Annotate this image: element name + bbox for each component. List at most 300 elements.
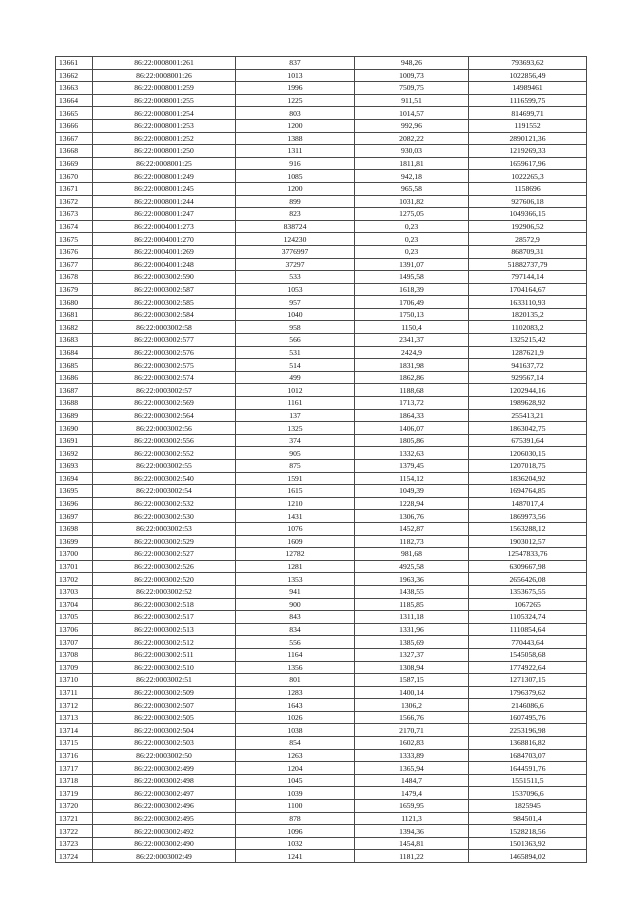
cadastral-value-cell: 675391,64 [469, 434, 587, 447]
cadastral-value-cell: 1607495,76 [469, 711, 587, 724]
document-sheet [55, 56, 586, 863]
row-number-cell: 13697 [56, 510, 93, 523]
cadastral-value-cell: 770443,64 [469, 636, 587, 649]
cadastral-value-cell: 1110854,64 [469, 623, 587, 636]
cadastral-number-cell: 86:22:0004001:273 [93, 220, 236, 233]
table-row [56, 485, 587, 498]
cadastral-number-cell: 86:22:0008001:25 [93, 157, 236, 170]
specific-value-cell: 1406,07 [355, 422, 469, 435]
area-cell: 1643 [236, 699, 355, 712]
specific-value-cell: 1182,73 [355, 535, 469, 548]
cadastral-number-cell: 86:22:0003002:58 [93, 321, 236, 334]
specific-value-cell: 1479,4 [355, 787, 469, 800]
area-cell: 941 [236, 585, 355, 598]
specific-value-cell: 1154,12 [355, 472, 469, 485]
row-number-cell: 13666 [56, 119, 93, 132]
area-cell: 905 [236, 447, 355, 460]
specific-value-cell: 2082,22 [355, 132, 469, 145]
specific-value-cell: 2424,9 [355, 346, 469, 359]
specific-value-cell: 2170,71 [355, 724, 469, 737]
table-row [56, 800, 587, 813]
specific-value-cell: 1311,18 [355, 611, 469, 624]
table-row [56, 699, 587, 712]
area-cell: 137 [236, 409, 355, 422]
row-number-cell: 13695 [56, 485, 93, 498]
specific-value-cell: 1602,83 [355, 737, 469, 750]
cadastral-number-cell: 86:22:0003002:520 [93, 573, 236, 586]
cadastral-number-cell: 86:22:0003002:585 [93, 296, 236, 309]
row-number-cell: 13661 [56, 57, 93, 70]
specific-value-cell: 1150,4 [355, 321, 469, 334]
specific-value-cell: 1706,49 [355, 296, 469, 309]
table-row [56, 749, 587, 762]
area-cell: 1204 [236, 762, 355, 775]
area-cell: 1263 [236, 749, 355, 762]
specific-value-cell: 0,23 [355, 233, 469, 246]
specific-value-cell: 1228,94 [355, 497, 469, 510]
cadastral-value-cell: 1105324,74 [469, 611, 587, 624]
specific-value-cell: 1618,39 [355, 283, 469, 296]
row-number-cell: 13685 [56, 359, 93, 372]
specific-value-cell: 1332,63 [355, 447, 469, 460]
specific-value-cell: 1495,58 [355, 271, 469, 284]
row-number-cell: 13708 [56, 648, 93, 661]
table-row [56, 258, 587, 271]
table-row [56, 434, 587, 447]
specific-value-cell: 1566,76 [355, 711, 469, 724]
cadastral-value-cell: 797144,14 [469, 271, 587, 284]
row-number-cell: 13700 [56, 548, 93, 561]
cadastral-value-cell: 6309667,98 [469, 560, 587, 573]
specific-value-cell: 1121,3 [355, 812, 469, 825]
cadastral-value-table [55, 56, 587, 863]
cadastral-number-cell: 86:22:0004001:248 [93, 258, 236, 271]
row-number-cell: 13681 [56, 308, 93, 321]
table-row [56, 119, 587, 132]
cadastral-value-cell: 1820135,2 [469, 308, 587, 321]
cadastral-number-cell: 86:22:0004001:270 [93, 233, 236, 246]
cadastral-value-cell: 1353675,55 [469, 585, 587, 598]
specific-value-cell: 948,26 [355, 57, 469, 70]
specific-value-cell: 7509,75 [355, 82, 469, 95]
area-cell: 1210 [236, 497, 355, 510]
row-number-cell: 13709 [56, 661, 93, 674]
cadastral-number-cell: 86:22:0008001:247 [93, 208, 236, 221]
cadastral-value-cell: 1836204,92 [469, 472, 587, 485]
specific-value-cell: 911,51 [355, 94, 469, 107]
table-row [56, 787, 587, 800]
row-number-cell: 13717 [56, 762, 93, 775]
area-cell: 803 [236, 107, 355, 120]
cadastral-number-cell: 86:22:0003002:574 [93, 371, 236, 384]
row-number-cell: 13699 [56, 535, 93, 548]
row-number-cell: 13672 [56, 195, 93, 208]
cadastral-number-cell: 86:22:0003002:51 [93, 674, 236, 687]
row-number-cell: 13703 [56, 585, 93, 598]
specific-value-cell: 1713,72 [355, 397, 469, 410]
cadastral-value-cell: 1563288,12 [469, 522, 587, 535]
specific-value-cell: 1864,33 [355, 409, 469, 422]
cadastral-value-cell: 1049366,15 [469, 208, 587, 221]
cadastral-value-cell: 814699,71 [469, 107, 587, 120]
row-number-cell: 13711 [56, 686, 93, 699]
cadastral-value-cell: 1271307,15 [469, 674, 587, 687]
cadastral-value-cell: 941637,72 [469, 359, 587, 372]
row-number-cell: 13664 [56, 94, 93, 107]
table-row [56, 321, 587, 334]
area-cell: 374 [236, 434, 355, 447]
cadastral-number-cell: 86:22:0008001:253 [93, 119, 236, 132]
row-number-cell: 13667 [56, 132, 93, 145]
cadastral-number-cell: 86:22:0008001:252 [93, 132, 236, 145]
row-number-cell: 13718 [56, 774, 93, 787]
area-cell: 1356 [236, 661, 355, 674]
row-number-cell: 13707 [56, 636, 93, 649]
row-number-cell: 13682 [56, 321, 93, 334]
cadastral-number-cell: 86:22:0003002:492 [93, 825, 236, 838]
specific-value-cell: 942,18 [355, 170, 469, 183]
cadastral-value-cell: 793693,62 [469, 57, 587, 70]
table-row [56, 170, 587, 183]
specific-value-cell: 1862,86 [355, 371, 469, 384]
area-cell: 957 [236, 296, 355, 309]
cadastral-number-cell: 86:22:0008001:261 [93, 57, 236, 70]
cadastral-number-cell: 86:22:0003002:527 [93, 548, 236, 561]
area-cell: 1013 [236, 69, 355, 82]
cadastral-number-cell: 86:22:0008001:250 [93, 145, 236, 158]
specific-value-cell: 0,23 [355, 220, 469, 233]
cadastral-number-cell: 86:22:0008001:259 [93, 82, 236, 95]
area-cell: 801 [236, 674, 355, 687]
cadastral-number-cell: 86:22:0003002:517 [93, 611, 236, 624]
cadastral-number-cell: 86:22:0003002:590 [93, 271, 236, 284]
area-cell: 37297 [236, 258, 355, 271]
table-row [56, 359, 587, 372]
specific-value-cell: 1185,85 [355, 598, 469, 611]
cadastral-value-cell: 192906,52 [469, 220, 587, 233]
cadastral-number-cell: 86:22:0003002:50 [93, 749, 236, 762]
cadastral-number-cell: 86:22:0003002:530 [93, 510, 236, 523]
table-row [56, 460, 587, 473]
table-row [56, 598, 587, 611]
area-cell: 823 [236, 208, 355, 221]
table-row [56, 296, 587, 309]
area-cell: 875 [236, 460, 355, 473]
cadastral-number-cell: 86:22:0008001:254 [93, 107, 236, 120]
cadastral-number-cell: 86:22:0003002:509 [93, 686, 236, 699]
table-row [56, 132, 587, 145]
row-number-cell: 13716 [56, 749, 93, 762]
cadastral-number-cell: 86:22:0003002:569 [93, 397, 236, 410]
row-number-cell: 13669 [56, 157, 93, 170]
cadastral-number-cell: 86:22:0003002:49 [93, 850, 236, 863]
specific-value-cell: 1659,95 [355, 800, 469, 813]
area-cell: 1325 [236, 422, 355, 435]
specific-value-cell: 1049,39 [355, 485, 469, 498]
table-row [56, 737, 587, 750]
row-number-cell: 13665 [56, 107, 93, 120]
row-number-cell: 13692 [56, 447, 93, 460]
area-cell: 1615 [236, 485, 355, 498]
cadastral-value-cell: 1102083,2 [469, 321, 587, 334]
table-row [56, 157, 587, 170]
cadastral-number-cell: 86:22:0003002:577 [93, 334, 236, 347]
cadastral-value-cell: 1206030,15 [469, 447, 587, 460]
table-row [56, 522, 587, 535]
table-row [56, 384, 587, 397]
cadastral-number-cell: 86:22:0008001:249 [93, 170, 236, 183]
row-number-cell: 13663 [56, 82, 93, 95]
row-number-cell: 13670 [56, 170, 93, 183]
table-row [56, 812, 587, 825]
area-cell: 1026 [236, 711, 355, 724]
specific-value-cell: 1385,69 [355, 636, 469, 649]
cadastral-number-cell: 86:22:0003002:505 [93, 711, 236, 724]
row-number-cell: 13714 [56, 724, 93, 737]
specific-value-cell: 1306,76 [355, 510, 469, 523]
cadastral-value-cell: 1191552 [469, 119, 587, 132]
specific-value-cell: 1306,2 [355, 699, 469, 712]
specific-value-cell: 1327,37 [355, 648, 469, 661]
row-number-cell: 13705 [56, 611, 93, 624]
cadastral-value-cell: 868709,31 [469, 245, 587, 258]
row-number-cell: 13680 [56, 296, 93, 309]
table-row [56, 611, 587, 624]
table-row [56, 397, 587, 410]
row-number-cell: 13693 [56, 460, 93, 473]
table-row [56, 422, 587, 435]
area-cell: 1076 [236, 522, 355, 535]
row-number-cell: 13683 [56, 334, 93, 347]
row-number-cell: 13677 [56, 258, 93, 271]
table-row [56, 825, 587, 838]
table-row [56, 535, 587, 548]
cadastral-value-cell: 12547833,76 [469, 548, 587, 561]
area-cell: 878 [236, 812, 355, 825]
table-row [56, 245, 587, 258]
cadastral-value-cell: 2253196,98 [469, 724, 587, 737]
row-number-cell: 13684 [56, 346, 93, 359]
area-cell: 533 [236, 271, 355, 284]
specific-value-cell: 1333,89 [355, 749, 469, 762]
area-cell: 1040 [236, 308, 355, 321]
cadastral-number-cell: 86:22:0003002:507 [93, 699, 236, 712]
cadastral-number-cell: 86:22:0003002:526 [93, 560, 236, 573]
specific-value-cell: 1587,15 [355, 674, 469, 687]
specific-value-cell: 1750,13 [355, 308, 469, 321]
area-cell: 1283 [236, 686, 355, 699]
row-number-cell: 13723 [56, 837, 93, 850]
table-row [56, 648, 587, 661]
area-cell: 1085 [236, 170, 355, 183]
area-cell: 1200 [236, 182, 355, 195]
specific-value-cell: 1391,07 [355, 258, 469, 271]
row-number-cell: 13691 [56, 434, 93, 447]
table-row [56, 220, 587, 233]
cadastral-value-cell: 1869973,56 [469, 510, 587, 523]
specific-value-cell: 1805,86 [355, 434, 469, 447]
table-row [56, 308, 587, 321]
table-row [56, 107, 587, 120]
specific-value-cell: 1452,87 [355, 522, 469, 535]
table-row [56, 195, 587, 208]
table-row [56, 208, 587, 221]
area-cell: 3776997 [236, 245, 355, 258]
specific-value-cell: 1188,68 [355, 384, 469, 397]
table-body [56, 57, 587, 863]
specific-value-cell: 1438,55 [355, 585, 469, 598]
cadastral-value-cell: 1528218,56 [469, 825, 587, 838]
specific-value-cell: 1009,73 [355, 69, 469, 82]
specific-value-cell: 2341,37 [355, 334, 469, 347]
cadastral-number-cell: 86:22:0008001:244 [93, 195, 236, 208]
cadastral-value-cell: 2656426,08 [469, 573, 587, 586]
area-cell: 1225 [236, 94, 355, 107]
area-cell: 1609 [236, 535, 355, 548]
cadastral-value-cell: 1774922,64 [469, 661, 587, 674]
row-number-cell: 13704 [56, 598, 93, 611]
row-number-cell: 13702 [56, 573, 93, 586]
table-row [56, 271, 587, 284]
table-row [56, 762, 587, 775]
cadastral-value-cell: 1287621,9 [469, 346, 587, 359]
area-cell: 1039 [236, 787, 355, 800]
area-cell: 1591 [236, 472, 355, 485]
specific-value-cell: 1963,36 [355, 573, 469, 586]
table-row [56, 409, 587, 422]
cadastral-number-cell: 86:22:0003002:52 [93, 585, 236, 598]
area-cell: 1164 [236, 648, 355, 661]
table-row [56, 636, 587, 649]
cadastral-value-cell: 1684703,07 [469, 749, 587, 762]
cadastral-number-cell: 86:22:0008001:26 [93, 69, 236, 82]
cadastral-value-cell: 1551511,5 [469, 774, 587, 787]
cadastral-value-cell: 2890121,36 [469, 132, 587, 145]
area-cell: 1311 [236, 145, 355, 158]
cadastral-value-cell: 1487017,4 [469, 497, 587, 510]
table-row [56, 585, 587, 598]
table-row [56, 661, 587, 674]
specific-value-cell: 1365,94 [355, 762, 469, 775]
cadastral-value-cell: 1116599,75 [469, 94, 587, 107]
cadastral-number-cell: 86:22:0003002:556 [93, 434, 236, 447]
row-number-cell: 13720 [56, 800, 93, 813]
specific-value-cell: 1454,81 [355, 837, 469, 850]
cadastral-value-cell: 1796379,62 [469, 686, 587, 699]
specific-value-cell: 1181,22 [355, 850, 469, 863]
table-row [56, 850, 587, 863]
cadastral-number-cell: 86:22:0008001:255 [93, 94, 236, 107]
cadastral-value-cell: 1545058,68 [469, 648, 587, 661]
table-row [56, 94, 587, 107]
cadastral-number-cell: 86:22:0003002:503 [93, 737, 236, 750]
area-cell: 899 [236, 195, 355, 208]
cadastral-number-cell: 86:22:0003002:529 [93, 535, 236, 548]
cadastral-number-cell: 86:22:0003002:498 [93, 774, 236, 787]
table-row [56, 145, 587, 158]
cadastral-value-cell: 1325215,42 [469, 334, 587, 347]
specific-value-cell: 1484,7 [355, 774, 469, 787]
row-number-cell: 13701 [56, 560, 93, 573]
specific-value-cell: 1831,98 [355, 359, 469, 372]
table-row [56, 837, 587, 850]
cadastral-value-cell: 1207018,75 [469, 460, 587, 473]
specific-value-cell: 930,03 [355, 145, 469, 158]
cadastral-value-cell: 1158696 [469, 182, 587, 195]
area-cell: 916 [236, 157, 355, 170]
table-row [56, 371, 587, 384]
table-row [56, 182, 587, 195]
area-cell: 1161 [236, 397, 355, 410]
row-number-cell: 13698 [56, 522, 93, 535]
table-row [56, 283, 587, 296]
cadastral-value-cell: 1644591,76 [469, 762, 587, 775]
table-row [56, 573, 587, 586]
specific-value-cell: 1308,94 [355, 661, 469, 674]
row-number-cell: 13710 [56, 674, 93, 687]
specific-value-cell: 965,58 [355, 182, 469, 195]
specific-value-cell: 1394,36 [355, 825, 469, 838]
cadastral-number-cell: 86:22:0003002:576 [93, 346, 236, 359]
cadastral-value-cell: 1903012,57 [469, 535, 587, 548]
row-number-cell: 13722 [56, 825, 93, 838]
cadastral-number-cell: 86:22:0003002:497 [93, 787, 236, 800]
cadastral-number-cell: 86:22:0003002:54 [93, 485, 236, 498]
specific-value-cell: 1400,14 [355, 686, 469, 699]
area-cell: 12782 [236, 548, 355, 561]
table-row [56, 334, 587, 347]
specific-value-cell: 0,23 [355, 245, 469, 258]
row-number-cell: 13668 [56, 145, 93, 158]
cadastral-number-cell: 86:22:0003002:490 [93, 837, 236, 850]
area-cell: 1353 [236, 573, 355, 586]
row-number-cell: 13696 [56, 497, 93, 510]
row-number-cell: 13724 [56, 850, 93, 863]
cadastral-value-cell: 1368816,82 [469, 737, 587, 750]
table-row [56, 447, 587, 460]
area-cell: 843 [236, 611, 355, 624]
area-cell: 900 [236, 598, 355, 611]
row-number-cell: 13675 [56, 233, 93, 246]
cadastral-number-cell: 86:22:0003002:57 [93, 384, 236, 397]
cadastral-value-cell: 929567,14 [469, 371, 587, 384]
row-number-cell: 13713 [56, 711, 93, 724]
specific-value-cell: 981,68 [355, 548, 469, 561]
cadastral-number-cell: 86:22:0003002:53 [93, 522, 236, 535]
cadastral-value-cell: 1694764,85 [469, 485, 587, 498]
cadastral-number-cell: 86:22:0008001:245 [93, 182, 236, 195]
area-cell: 1388 [236, 132, 355, 145]
area-cell: 1100 [236, 800, 355, 813]
cadastral-number-cell: 86:22:0004001:269 [93, 245, 236, 258]
table-row [56, 82, 587, 95]
cadastral-value-cell: 1022265,3 [469, 170, 587, 183]
table-row [56, 548, 587, 561]
cadastral-value-cell: 1863042,75 [469, 422, 587, 435]
area-cell: 1038 [236, 724, 355, 737]
cadastral-number-cell: 86:22:0003002:575 [93, 359, 236, 372]
table-row [56, 711, 587, 724]
cadastral-value-cell: 1659617,96 [469, 157, 587, 170]
row-number-cell: 13712 [56, 699, 93, 712]
cadastral-number-cell: 86:22:0003002:587 [93, 283, 236, 296]
cadastral-number-cell: 86:22:0003002:540 [93, 472, 236, 485]
cadastral-number-cell: 86:22:0003002:56 [93, 422, 236, 435]
cadastral-number-cell: 86:22:0003002:564 [93, 409, 236, 422]
area-cell: 958 [236, 321, 355, 334]
area-cell: 1200 [236, 119, 355, 132]
area-cell: 1241 [236, 850, 355, 863]
